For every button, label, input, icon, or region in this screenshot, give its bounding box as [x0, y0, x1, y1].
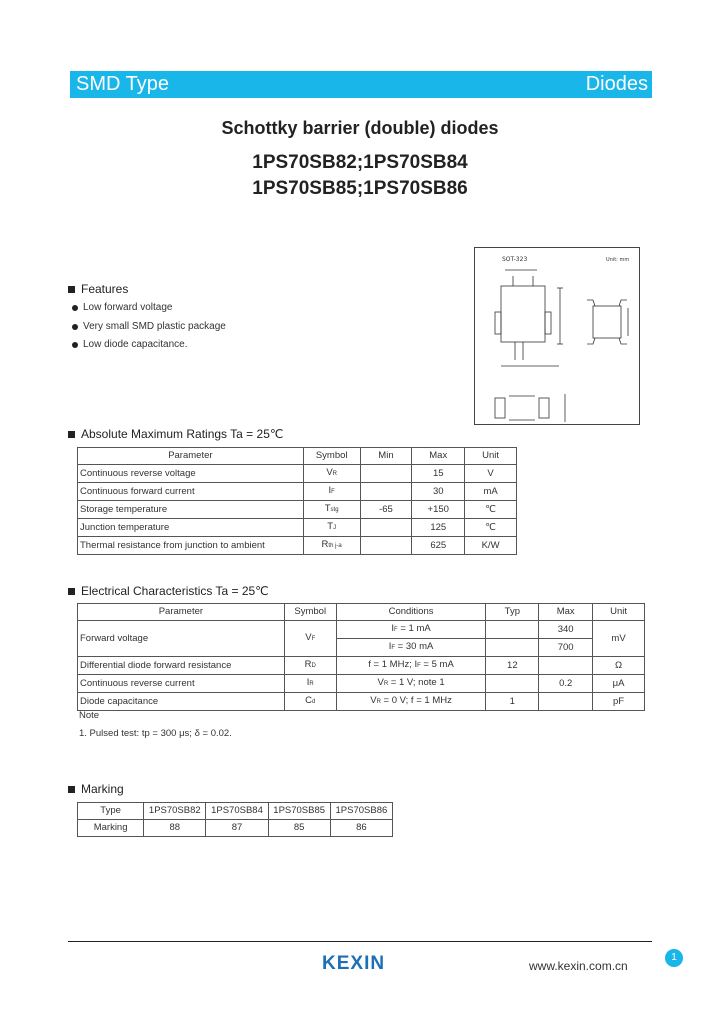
symbol-cell — [303, 483, 360, 501]
table-row — [78, 483, 517, 501]
min-cell — [360, 519, 412, 537]
mark-cell: 88 — [144, 820, 206, 837]
symbol-sub: th j-a — [328, 543, 342, 549]
table-row — [78, 537, 517, 555]
type-cell: 1PS70SB86 — [330, 803, 392, 820]
header-cell: Max — [412, 448, 465, 465]
cond-sub: F — [417, 663, 421, 669]
mark-cell: 87 — [206, 820, 268, 837]
symbol-cell — [303, 519, 360, 537]
header-cell: Parameter — [78, 448, 304, 465]
table-row — [78, 693, 645, 711]
package-label: SOT-323 — [502, 256, 528, 263]
symbol-text: V — [305, 632, 312, 643]
max-cell: 625 — [412, 537, 465, 555]
header-cell: Conditions — [336, 604, 486, 621]
min-cell — [360, 465, 412, 483]
symbol-cell — [303, 537, 360, 555]
cond-sub: F — [391, 645, 396, 651]
abs-max-table — [77, 447, 517, 555]
header-cell: Marking — [78, 820, 144, 837]
symbol-sub: d — [311, 699, 316, 705]
square-bullet-icon — [68, 588, 75, 595]
symbol-cell — [303, 465, 360, 483]
typ-cell — [486, 639, 539, 657]
bullet-icon — [72, 324, 78, 330]
cond-rest: = 1 V; note 1 — [388, 677, 445, 688]
table-row — [78, 465, 517, 483]
header-right: Diodes — [585, 73, 648, 95]
min-cell: -65 — [360, 501, 412, 519]
mark-cell: 86 — [330, 820, 392, 837]
cond-text: I — [388, 641, 392, 652]
package-outline-diagram — [475, 248, 641, 426]
typ-cell: 1 — [486, 693, 539, 711]
symbol-text: R — [321, 539, 329, 550]
header-cell: Unit — [593, 604, 645, 621]
unit-cell: mA — [465, 483, 517, 501]
type-cell: 1PS70SB84 — [206, 803, 268, 820]
param-cell: Continuous reverse voltage — [78, 465, 304, 483]
marking-heading — [68, 782, 124, 796]
condition-cell — [336, 621, 486, 639]
unit-cell: V — [465, 465, 517, 483]
note-text: 1. Pulsed test: tp = 300 μs; δ = 0.02. — [79, 728, 232, 739]
marking-table — [77, 802, 393, 837]
cond-rest: = 5 mA — [420, 659, 454, 670]
header-cell: Parameter — [78, 604, 285, 621]
header-cell: Typ — [486, 604, 539, 621]
abs-max-heading-text: Absolute Maximum Ratings Ta = 25℃ — [81, 427, 284, 441]
symbol-cell — [284, 675, 336, 693]
typ-cell — [486, 675, 539, 693]
symbol-text: I — [328, 485, 332, 496]
symbol-text: I — [306, 677, 310, 688]
symbol-sub: D — [311, 663, 316, 669]
table-row — [78, 803, 393, 820]
square-bullet-icon — [68, 286, 75, 293]
header-left: SMD Type — [76, 73, 169, 95]
square-bullet-icon — [68, 786, 75, 793]
website-url[interactable]: www.kexin.com.cn — [529, 959, 628, 973]
unit-cell: μA — [593, 675, 645, 693]
cond-text: f = 1 MHz; I — [368, 659, 418, 670]
cond-sub: F — [394, 627, 398, 633]
cond-sub: R — [376, 699, 381, 705]
cond-rest: = 0 V; f = 1 MHz — [380, 695, 452, 706]
unit-cell: pF — [593, 693, 645, 711]
features-heading — [68, 282, 128, 296]
max-cell: 0.2 — [539, 675, 593, 693]
typ-cell: 12 — [486, 657, 539, 675]
param-cell: Storage temperature — [78, 501, 304, 519]
param-cell: Differential diode forward resistance — [78, 657, 285, 675]
table-row — [78, 675, 645, 693]
package-unit-label: Unit: mm — [606, 257, 630, 263]
symbol-cell — [284, 693, 336, 711]
symbol-cell — [284, 657, 336, 675]
header-cell: Type — [78, 803, 144, 820]
symbol-cell — [284, 621, 336, 657]
symbol-sub: F — [331, 489, 335, 495]
feature-text: Low diode capacitance. — [83, 339, 188, 350]
feature-item — [72, 339, 188, 350]
feature-item — [72, 321, 226, 332]
table-row — [78, 519, 517, 537]
abs-max-heading — [68, 427, 283, 441]
unit-cell: Ω — [593, 657, 645, 675]
table-row — [78, 621, 645, 639]
cond-text: V — [370, 695, 377, 706]
table-header-row — [78, 448, 517, 465]
footer-divider — [68, 941, 652, 942]
type-cell: 1PS70SB85 — [268, 803, 330, 820]
package-drawing — [474, 247, 640, 425]
bullet-icon — [72, 305, 78, 311]
max-cell: 30 — [412, 483, 465, 501]
elec-heading-text: Electrical Characteristics Ta = 25℃ — [81, 584, 269, 598]
feature-text: Low forward voltage — [83, 302, 173, 313]
company-logo: KEXIN — [322, 953, 386, 974]
feature-text: Very small SMD plastic package — [83, 321, 226, 332]
mark-cell: 85 — [268, 820, 330, 837]
max-cell: 125 — [412, 519, 465, 537]
max-cell: +150 — [412, 501, 465, 519]
note-label: Note — [79, 710, 100, 721]
cond-sub: R — [383, 681, 389, 687]
type-cell: 1PS70SB82 — [144, 803, 206, 820]
page-number: 1 — [665, 949, 683, 967]
max-cell: 15 — [412, 465, 465, 483]
table-row — [78, 820, 393, 837]
symbol-text: T — [327, 521, 334, 532]
header-cell: Min — [360, 448, 412, 465]
max-cell: 340 — [539, 621, 593, 639]
unit-cell: ℃ — [465, 501, 517, 519]
unit-cell: ℃ — [465, 519, 517, 537]
marking-heading-text: Marking — [81, 782, 124, 796]
symbol-text: C — [305, 695, 312, 706]
min-cell — [360, 483, 412, 501]
symbol-cell — [303, 501, 360, 519]
max-cell — [539, 693, 593, 711]
cond-text: I — [391, 623, 395, 634]
symbol-sub: R — [309, 681, 314, 687]
condition-cell — [336, 693, 486, 711]
typ-cell — [486, 621, 539, 639]
header-cell: Unit — [465, 448, 517, 465]
condition-cell — [336, 639, 486, 657]
param-cell: Junction temperature — [78, 519, 304, 537]
param-cell: Continuous reverse current — [78, 675, 285, 693]
symbol-sub: J — [333, 525, 337, 531]
symbol-sub: F — [311, 636, 316, 642]
param-cell: Diode capacitance — [78, 693, 285, 711]
condition-cell — [336, 675, 486, 693]
header-cell: Max — [539, 604, 593, 621]
symbol-sub: stg — [330, 507, 339, 513]
max-cell — [539, 657, 593, 675]
symbol-text: T — [324, 503, 331, 514]
min-cell — [360, 537, 412, 555]
symbol-sub: R — [332, 471, 337, 477]
feature-item — [72, 302, 173, 313]
table-header-row — [78, 604, 645, 621]
header-banner — [70, 71, 652, 98]
header-cell: Symbol — [303, 448, 360, 465]
unit-cell: mV — [593, 621, 645, 657]
symbol-text: R — [304, 659, 312, 670]
unit-cell: K/W — [465, 537, 517, 555]
part-numbers-line2: 1PS70SB85;1PS70SB86 — [252, 178, 468, 199]
max-cell: 700 — [539, 639, 593, 657]
square-bullet-icon — [68, 431, 75, 438]
part-numbers-line1: 1PS70SB82;1PS70SB84 — [252, 152, 468, 173]
cond-rest: = 1 mA — [397, 623, 431, 634]
param-cell: Thermal resistance from junction to ambient — [78, 537, 304, 555]
bullet-icon — [72, 342, 78, 348]
table-row — [78, 657, 645, 675]
cond-text: V — [377, 677, 384, 688]
table-row — [78, 501, 517, 519]
condition-cell — [336, 657, 486, 675]
elec-table — [77, 603, 645, 711]
header-cell: Symbol — [284, 604, 336, 621]
param-cell: Continuous forward current — [78, 483, 304, 501]
cond-rest: = 30 mA — [395, 641, 434, 652]
features-heading-text: Features — [81, 282, 129, 296]
page-title: Schottky barrier (double) diodes — [221, 118, 499, 138]
param-cell: Forward voltage — [78, 621, 285, 657]
elec-heading — [68, 584, 269, 598]
symbol-text: V — [326, 467, 333, 478]
